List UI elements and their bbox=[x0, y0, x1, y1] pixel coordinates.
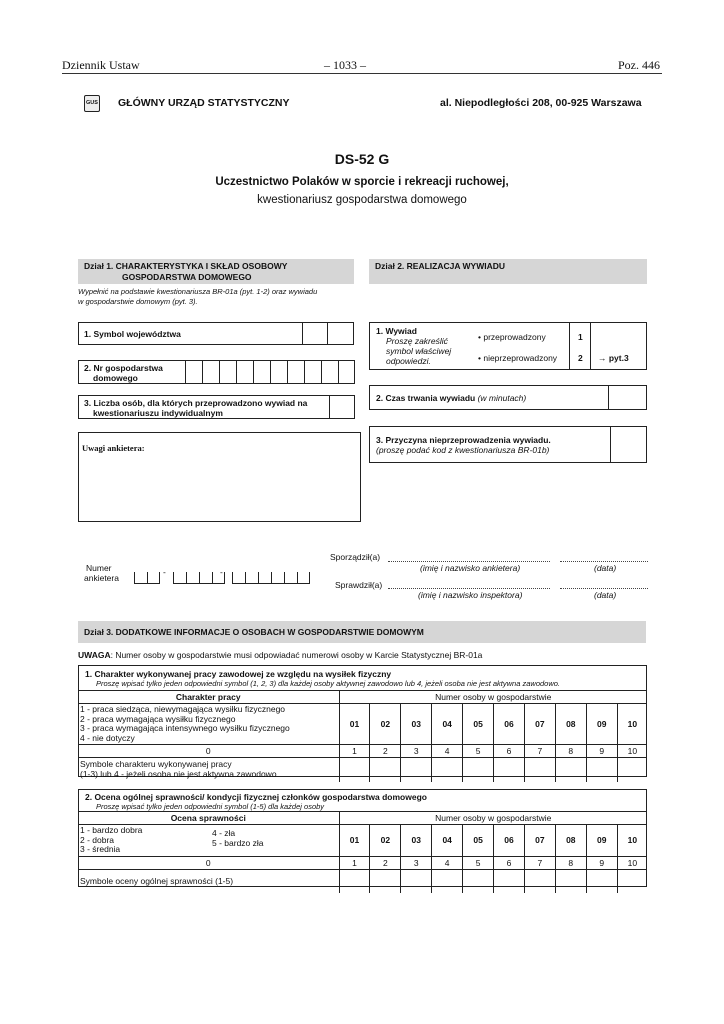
person-number: 04 bbox=[432, 704, 463, 745]
digit-slot bbox=[232, 572, 245, 584]
work-option-2: 2 - praca wymagająca wysiłku fizycznego bbox=[80, 713, 236, 724]
answer-cell[interactable] bbox=[555, 869, 586, 893]
interview-label: 1. Wywiad bbox=[376, 326, 417, 336]
column-index: 6 bbox=[494, 856, 525, 869]
table2-title: 2. Ocena ogólnej sprawności/ kondycji fizycznej członków gospodarstwa domowego bbox=[85, 792, 427, 802]
section2-title: Dział 2. REALIZACJA WYWIADU bbox=[375, 261, 506, 271]
q3-reason bbox=[369, 426, 647, 463]
fitness-option-3: 3 - średnia bbox=[80, 844, 121, 854]
answer-cell[interactable] bbox=[524, 758, 555, 782]
q3-label: 3. Liczba osób, dla których przeprowadzono wywiad na bbox=[84, 398, 308, 408]
table1 bbox=[78, 690, 647, 782]
divider bbox=[590, 323, 591, 369]
form-title: Uczestnictwo Polaków w sporcie i rekreacji ruchowej, bbox=[215, 176, 509, 188]
person-number: 10 bbox=[617, 704, 647, 745]
interview-instruction-line2: symbol właściwej bbox=[386, 346, 452, 356]
person-number: 09 bbox=[586, 825, 617, 857]
fitness-option-5: 5 - bardzo zła bbox=[212, 838, 264, 848]
column-index: 0 bbox=[78, 856, 339, 869]
answer-cell[interactable] bbox=[401, 869, 432, 893]
option-not-conducted-label: nieprzeprowadzony bbox=[483, 353, 558, 363]
table2-col-header: Ocena sprawności bbox=[78, 812, 339, 825]
work-option-1: 1 - praca siedząca, niewymagająca wysiłku fizycznego bbox=[80, 704, 286, 714]
column-index: 9 bbox=[586, 745, 617, 758]
interviewer-number-input-3[interactable] bbox=[232, 566, 310, 584]
form-subtitle: kwestionariusz gospodarstwa domowego bbox=[257, 194, 467, 206]
q2-household-number bbox=[78, 360, 355, 384]
column-index: 4 bbox=[432, 745, 463, 758]
column-index: 4 bbox=[432, 856, 463, 869]
section3-title: Dział 3. DODATKOWE INFORMACJE O OSOBACH W GOSPODARSTWIE DOMOWYM bbox=[84, 627, 424, 637]
person-number: 07 bbox=[524, 825, 555, 857]
answer-cell[interactable] bbox=[617, 869, 647, 893]
code-conducted[interactable]: 1 bbox=[578, 332, 583, 342]
answer-cell[interactable] bbox=[617, 758, 647, 782]
column-index: 2 bbox=[370, 745, 401, 758]
answer-cell[interactable] bbox=[339, 758, 370, 782]
q1-interview bbox=[369, 322, 647, 370]
column-index: 1 bbox=[339, 745, 370, 758]
work-option-3: 3 - praca wymagająca intensywnego wysiłku fizycznego bbox=[80, 723, 290, 733]
section2-header bbox=[369, 259, 647, 284]
digit-divider bbox=[270, 361, 271, 383]
reason-note: (proszę podać kod z kwestionariusza BR-01b) bbox=[376, 445, 550, 455]
table1-title: 1. Charakter wykonywanej pracy zawodowej ze względu na wysiłek fizyczny bbox=[85, 669, 392, 679]
logo-text: GUS bbox=[86, 100, 98, 106]
table2 bbox=[78, 811, 647, 893]
q3-persons-count bbox=[78, 395, 329, 419]
duration-input[interactable] bbox=[608, 386, 609, 409]
digit-slot bbox=[258, 572, 271, 584]
table2-options bbox=[78, 825, 339, 857]
person-number: 07 bbox=[524, 704, 555, 745]
digit-divider bbox=[338, 361, 339, 383]
column-index: 6 bbox=[494, 745, 525, 758]
section1-note-line2: w gospodarstwie domowym (pyt. 3). bbox=[78, 297, 198, 306]
column-index: 3 bbox=[401, 745, 432, 758]
digit-divider bbox=[236, 361, 237, 383]
table2-instruction: Proszę wpisać tylko jeden odpowiedni symbol (1-5) dla każdej osoby bbox=[96, 802, 325, 811]
column-index: 9 bbox=[586, 856, 617, 869]
column-index: 5 bbox=[463, 745, 494, 758]
person-number: 05 bbox=[463, 704, 494, 745]
prepared-by-label: Sporządził(a) bbox=[330, 552, 381, 562]
interview-instruction: Proszę zakreślić bbox=[386, 336, 448, 346]
answer-cell[interactable] bbox=[339, 869, 370, 893]
prepared-date-caption: (data) bbox=[594, 563, 617, 573]
person-number-header: Numer osoby w gospodarstwie bbox=[339, 691, 647, 704]
person-number: 05 bbox=[463, 825, 494, 857]
fitness-option-1: 1 - bardzo dobra bbox=[80, 825, 143, 835]
voivodeship-input[interactable] bbox=[302, 322, 354, 345]
page-number: – 1033 – bbox=[324, 58, 366, 72]
org-name: GŁÓWNY URZĄD STATYSTYCZNY bbox=[118, 97, 290, 109]
interviewer-number-label: Numer bbox=[86, 563, 112, 573]
person-number: 01 bbox=[339, 825, 370, 857]
q2-label-line2: domowego bbox=[93, 373, 138, 383]
q1-label: 1. Symbol województwa bbox=[84, 329, 181, 339]
digit-divider bbox=[304, 361, 305, 383]
person-number: 01 bbox=[339, 704, 370, 745]
table1-col-header: Charakter pracy bbox=[78, 691, 339, 704]
prepared-name-caption: (imię i nazwisko ankietera) bbox=[420, 563, 521, 573]
person-number: 03 bbox=[401, 825, 432, 857]
checked-name-caption: (imię i nazwisko inspektora) bbox=[418, 590, 523, 600]
duration-label: 2. Czas trwania wywiadu bbox=[376, 393, 476, 403]
person-number: 02 bbox=[370, 704, 401, 745]
section1-header bbox=[78, 259, 354, 284]
checked-date-line[interactable] bbox=[560, 588, 648, 589]
interviewer-number-input[interactable] bbox=[134, 566, 160, 584]
section1-note: Wypełnić na podstawie kwestionariusza BR-01a (pyt. 1-2) oraz wywiadu bbox=[78, 287, 318, 296]
reason-label: 3. Przyczyna nieprzeprowadzenia wywiadu. bbox=[376, 435, 551, 445]
household-number-input[interactable] bbox=[185, 361, 355, 383]
table1-row-label bbox=[78, 758, 339, 782]
column-index: 1 bbox=[339, 856, 370, 869]
option-not-conducted[interactable]: • nieprzeprowadzony bbox=[478, 353, 558, 363]
work-option-4: 4 - nie dotyczy bbox=[80, 732, 135, 743]
column-index: 8 bbox=[555, 745, 586, 758]
answer-cell[interactable] bbox=[586, 758, 617, 782]
journal-name: Dziennik Ustaw bbox=[62, 58, 140, 72]
person-number: 04 bbox=[432, 825, 463, 857]
q2-duration bbox=[369, 385, 647, 410]
digit-slot bbox=[245, 572, 258, 584]
table1-instruction: Proszę wpisać tylko jeden odpowiedni symbol (1, 2, 3) dla każdej osoby aktywnej zawodowo lub 4, jeżeli osoba nie jest aktywna zawodowo. bbox=[96, 679, 561, 688]
person-number: 02 bbox=[370, 825, 401, 857]
q2-label: 2. Nr gospodarstwa bbox=[84, 363, 163, 373]
table1-options bbox=[78, 704, 339, 745]
digit-slot bbox=[134, 572, 147, 584]
remarks-box[interactable] bbox=[78, 432, 361, 522]
interviewer-number-input-2[interactable] bbox=[173, 566, 225, 584]
column-index: 0 bbox=[78, 745, 339, 758]
person-number: 06 bbox=[494, 825, 525, 857]
table1-row-label-line1: Symbole charakteru wykonywanej pracy bbox=[80, 759, 232, 770]
dash: - bbox=[163, 567, 166, 577]
column-index: 7 bbox=[524, 856, 555, 869]
person-number: 10 bbox=[617, 825, 647, 857]
person-number: 08 bbox=[555, 704, 586, 745]
person-number: 03 bbox=[401, 704, 432, 745]
answer-cell[interactable] bbox=[494, 758, 525, 782]
answer-cell[interactable] bbox=[555, 758, 586, 782]
checked-by-label: Sprawdził(a) bbox=[335, 580, 383, 590]
option-conducted-label: przeprowadzony bbox=[483, 332, 546, 342]
digit-divider bbox=[253, 361, 254, 383]
digit-slot bbox=[284, 572, 297, 584]
digit-slot bbox=[212, 572, 225, 584]
answer-cell[interactable] bbox=[401, 758, 432, 782]
digit-slot bbox=[199, 572, 212, 584]
warning-label: UWAGA bbox=[78, 650, 111, 660]
digit-divider bbox=[185, 361, 186, 383]
code-not-conducted[interactable]: 2 bbox=[578, 353, 583, 363]
q3-label-line2: kwestionariuszu indywidualnym bbox=[93, 408, 223, 418]
warning-text: : Numer osoby w gospodarstwie musi odpowiadać numerowi osoby w Karcie Statystycznej BR-01a bbox=[110, 650, 483, 660]
dash: - bbox=[220, 567, 223, 577]
goto-question-3: → pyt.3 bbox=[598, 353, 629, 363]
table2-row-label: Symbole oceny ogólnej sprawności (1-5) bbox=[78, 869, 339, 893]
org-address: al. Niepodległości 208, 00-925 Warszawa bbox=[440, 97, 642, 109]
answer-cell[interactable] bbox=[463, 869, 494, 893]
column-index: 2 bbox=[370, 856, 401, 869]
answer-cell[interactable] bbox=[370, 869, 401, 893]
digit-slot bbox=[186, 572, 199, 584]
q1-voivodeship bbox=[78, 322, 302, 345]
digit-divider bbox=[321, 361, 322, 383]
column-index: 5 bbox=[463, 856, 494, 869]
persons-count-input[interactable] bbox=[329, 395, 355, 419]
checked-by-line[interactable] bbox=[388, 588, 550, 589]
interview-instruction-line3: odpowiedzi. bbox=[386, 356, 431, 366]
person-number: 08 bbox=[555, 825, 586, 857]
fitness-option-4: 4 - zła bbox=[212, 828, 236, 838]
column-index: 8 bbox=[555, 856, 586, 869]
section1-title: Dział 1. CHARAKTERYSTYKA I SKŁAD OSOBOWY bbox=[84, 261, 288, 271]
column-index: 3 bbox=[401, 856, 432, 869]
gus-logo-icon bbox=[84, 95, 100, 112]
person-number-header: Numer osoby w gospodarstwie bbox=[339, 812, 647, 825]
answer-cell[interactable] bbox=[432, 758, 463, 782]
answer-cell[interactable] bbox=[432, 869, 463, 893]
form-code: DS-52 G bbox=[334, 151, 390, 167]
digit-slot bbox=[297, 572, 310, 584]
header-rule bbox=[62, 73, 662, 74]
digit-slot bbox=[173, 572, 186, 584]
checked-date-caption: (data) bbox=[594, 590, 617, 600]
answer-cell[interactable] bbox=[586, 869, 617, 893]
section1-title-line2: GOSPODARSTWA DOMOWEGO bbox=[122, 272, 252, 282]
section3-warning bbox=[78, 650, 482, 660]
duration-unit: (w minutach) bbox=[477, 393, 527, 403]
prepared-date-line[interactable] bbox=[560, 561, 648, 562]
reason-input[interactable] bbox=[610, 427, 611, 462]
prepared-by-line[interactable] bbox=[388, 561, 550, 562]
digit-slot bbox=[147, 572, 160, 584]
section3-header bbox=[78, 621, 646, 643]
answer-cell[interactable] bbox=[494, 869, 525, 893]
answer-cell[interactable] bbox=[370, 758, 401, 782]
remarks-label: Uwagi ankietera: bbox=[82, 443, 145, 453]
digit-divider bbox=[327, 323, 328, 344]
digit-divider bbox=[202, 361, 203, 383]
interviewer-number-label-line2: ankietera bbox=[84, 573, 119, 583]
column-index: 10 bbox=[617, 856, 647, 869]
answer-cell[interactable] bbox=[463, 758, 494, 782]
person-number: 09 bbox=[586, 704, 617, 745]
option-conducted[interactable]: • przeprowadzony bbox=[478, 332, 546, 342]
digit-divider bbox=[287, 361, 288, 383]
column-index: 10 bbox=[617, 745, 647, 758]
table1-row-label-line2: (1-3) lub 4 - jeżeli osoba nie jest aktywna zawodowo bbox=[80, 768, 277, 779]
divider bbox=[569, 323, 570, 369]
digit-slot bbox=[271, 572, 284, 584]
digit-divider bbox=[219, 361, 220, 383]
fitness-option-2: 2 - dobra bbox=[80, 834, 115, 845]
answer-cell[interactable] bbox=[524, 869, 555, 893]
person-number: 06 bbox=[494, 704, 525, 745]
column-index: 7 bbox=[524, 745, 555, 758]
position-number: Poz. 446 bbox=[618, 58, 660, 72]
